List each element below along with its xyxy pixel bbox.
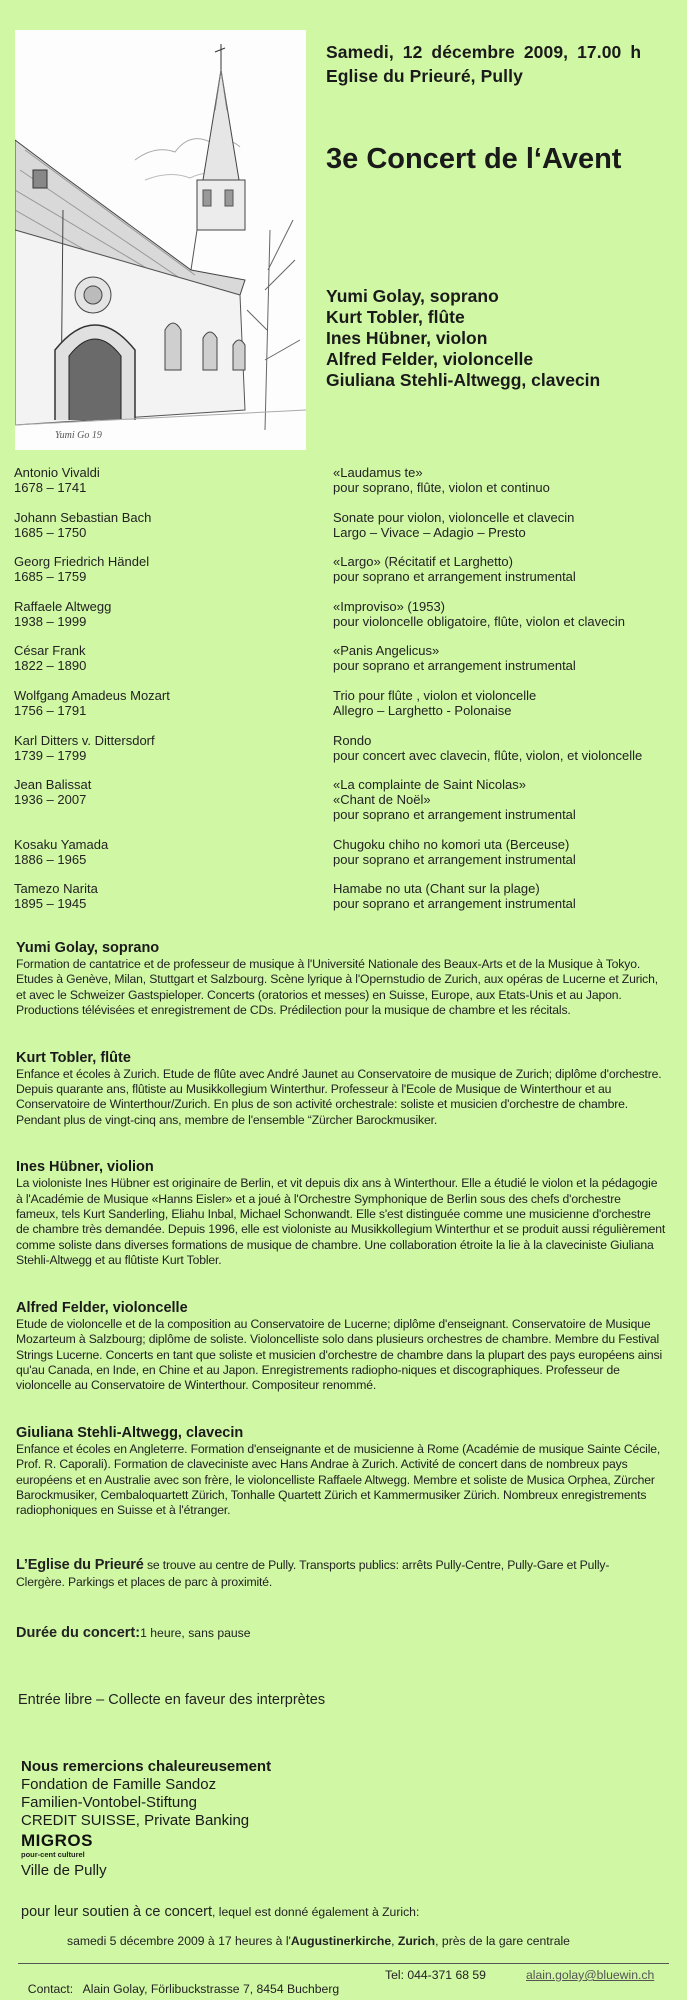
sponsor-item: CREDIT SUISSE, Private Banking [21,1812,250,1829]
composer-name: Karl Ditters v. Dittersdorf [14,732,155,748]
work [333,510,674,540]
composer-name: Johann Sebastian Bach [14,509,152,525]
work [333,599,674,629]
performer-item: Alfred Felder, violoncelle [326,349,534,369]
composer-name: Georg Friedrich Händel [14,554,150,570]
sponsors [21,1758,271,1880]
bio-name: Ines Hübner, violion [16,1159,154,1176]
composer-dates: 1936 – 2007 [14,792,87,808]
work-line: «Improviso» (1953) [333,598,445,614]
event-info [326,40,641,88]
composer-name: Antonio Vivaldi [14,465,100,480]
composer [14,881,333,911]
work-line: «Chant de Noël» [333,792,431,808]
support-rest: , lequel est donné également à Zurich: [212,1905,420,1919]
zurich-concert-info [67,1934,570,1948]
sponsor-item: Ville de Pully [21,1862,107,1879]
program-item [14,881,674,911]
bio-section [16,1300,666,1394]
support-lead: pour leur soutien à ce concert [21,1904,213,1920]
bio-section [16,1159,666,1268]
program-item [14,510,674,540]
work [333,733,674,763]
composer-dates: 1685 – 1750 [14,524,87,540]
artist-signature: Yumi Go 19 [55,430,102,441]
sponsor-item: Fondation de Famille Sandoz [21,1776,217,1793]
composer-name: Kosaku Yamada [14,836,109,852]
composer-dates: 1938 – 1999 [14,613,87,629]
migros-logo: MIGROS [21,1831,93,1850]
composer-dates: 1822 – 1890 [14,658,87,674]
duration-value: 1 heure, sans pause [140,1626,251,1640]
work-line: Chugoku chiho no komori uta (Berceuse) [333,836,570,852]
work-line: «Largo» (Récitatif et Larghetto) [333,554,513,570]
composer-name: Jean Balissat [14,777,92,793]
work-line: pour soprano et arrangement instrumental [333,851,576,867]
footer-contact [21,1968,655,2000]
work-line: pour soprano, flûte, violon et continuo [333,480,550,495]
footer-divider [18,1963,669,1964]
work [333,777,674,822]
program-item [14,465,674,495]
work-line: Largo – Vivace – Adagio – Presto [333,524,526,540]
composer-name: César Frank [14,643,86,659]
work [333,881,674,911]
performer-list [326,286,600,391]
entry-info: Entrée libre – Collecte en faveur des interprètes [18,1692,326,1708]
composer-dates: 1756 – 1791 [14,702,87,718]
composer-dates: 1678 – 1741 [14,480,87,495]
bio-text: Etude de violoncelle et de la composition au Conservatoire de Lucerne; diplôme d'enseignant. Conservatoire de Musique Mozarteum à Salzbourg; diplôme de soliste. Violoncelliste solo dans plusieurs orchestres de chambre. Membre du Festival Strings Lucerne. Concerts en tant que soliste et musicien d'orchestre de chambre dans la plupart des pays européens ainsi qu'au Canada, en Inde, en Chine et au Japon. Enregistrements radiopho-niques et discographiques. Professeur de violoncelle au Conservatoire de Winterthour. Compositeur renommé. [16,1316,663,1393]
composer [14,777,333,822]
performer-item: Yumi Golay, soprano [326,286,499,306]
composer-dates: 1895 – 1945 [14,896,87,912]
work-line: «La complainte de Saint Nicolas» [333,777,526,793]
composer [14,554,333,584]
bio-name: Kurt Tobler, flûte [16,1049,131,1066]
work-line: pour soprano et arrangement instrumental [333,807,576,823]
migros-logo-subtitle: pour-cent culturel [21,1850,85,1859]
contact-phone: Tel: 044-371 68 59 [385,1968,486,1982]
work [333,688,674,718]
work-line: Hamabe no uta (Chant sur la plage) [333,881,540,897]
work-line: pour soprano et arrangement instrumental [333,658,576,674]
work-line: pour soprano et arrangement instrumental [333,896,576,912]
church-illustration [15,30,306,450]
work [333,837,674,867]
work-line: «Panis Angelicus» [333,643,440,659]
composer [14,599,333,629]
event-venue: Eglise du Prieuré, Pully [326,66,523,86]
performer-item: Ines Hübner, violon [326,328,488,348]
thanks-heading: Nous remercions chaleureusement [21,1758,272,1775]
zurich-location: , près de la gare centrale [435,1934,570,1948]
work-line: pour soprano et arrangement instrumental [333,569,576,585]
church-drawing [15,30,306,450]
work-line: pour concert avec clavecin, flûte, violon, et violoncelle [333,747,643,763]
contact-email-link[interactable]: alain.golay@bluewin.ch [526,1968,655,1982]
support-line [21,1904,419,1920]
contact-address: Contact: Alain Golay, Förlibuckstrasse 7, 8454 Buchberg [27,1982,340,1996]
venue-label: L’Eglise du Prieuré [16,1557,144,1573]
sponsor-item: Familien-Vontobel-Stiftung [21,1794,197,1811]
concert-duration [16,1625,251,1641]
program-item [14,643,674,673]
work [333,465,674,495]
performer-item: Kurt Tobler, flûte [326,307,465,327]
composer [14,837,333,867]
bio-text: Enfance et écoles à Zurich. Etude de flûte avec André Jaunet au Conservatoire de musique de Zurich; diplôme d'orchestre. Depuis quarante ans, flûtiste au Musikkollegium Winterthur. Professeur à l'Ecole de Musique de Winterthour et au Conservatoire de Winterthour/Zurich. En plus de son activité orchestrale: soliste et musicien d'orchestre de chambre. Pendant plus de vingt-cinq ans, membre de l'ensemble “Zürcher Barockmusiker. [16,1066,662,1127]
composer [14,510,333,540]
composer [14,688,333,718]
zurich-church: Augustinerkirche [290,1934,392,1948]
composer-dates: 1685 – 1759 [14,569,87,585]
composer [14,643,333,673]
zurich-date: samedi 5 décembre 2009 à 17 heures à l' [67,1934,291,1948]
bio-name: Yumi Golay, soprano [16,940,160,956]
work-line: pour violoncelle obligatoire, flûte, violon et clavecin [333,613,625,629]
program-item [14,837,674,867]
bio-section [16,1050,666,1129]
composer-dates: 1886 – 1965 [14,851,87,867]
composer-dates: 1739 – 1799 [14,747,87,763]
venue-info [16,1557,656,1591]
program-list [14,465,674,926]
zurich-city: Zurich [397,1934,436,1948]
duration-label: Durée du concert: [16,1625,141,1641]
separator: , [391,1934,398,1948]
program-item [14,599,674,629]
composer [14,733,333,763]
bio-text: La violoniste Ines Hübner est originaire de Berlin, et vit depuis dix ans à Winterthour. Elle a étudié le violon et la pédagogie à l'Académie de Musique «Hanns Eisler» et a joué à l'Orchestre Symphonique de Berlin sous des chefs d'orchestre fameux, tels Kurt Sanderling, Eliahu Inbal, Michael Schonwandt. Elle s'est distinguée comme une musicienne d'orchestre de chambre très demandée. Depuis 1996, elle est violoniste au Musikkollegium Winterthur et se produit aussi régulièrement comme soliste dans diverses formations de musique de chambre. Une collaboration étroite la lie à la claveciniste Giuliana Stehli-Altwegg et au flûtiste Kurt Tobler. [16,1176,666,1268]
composer-name: Tamezo Narita [14,881,98,897]
bio-name: Alfred Felder, violoncelle [16,1299,188,1316]
event-date: Samedi, 12 décembre 2009, 17.00 h [326,42,642,62]
venue-text: se trouve au centre de Pully. Transports publics: arrêts Pully-Centre, Pully-Gare et Pully-Clergère. Parkings et places de parc à proximité. [16,1558,610,1589]
work-line: «Laudamus te» [333,465,423,480]
bio-text: Enfance et écoles en Angleterre. Formation d'enseignante et de musicienne à Rome (Académie de musique Sainte Cécile, Prof. R. Caporali). Formation de claveciniste avec Hans Andrae à Zurich. Activité de concert dans de nombreux pays européens et en Australie avec son frère, le violoncelliste Raffaele Altwegg. Membre et soliste de Musica Orphea, Zürcher Barockmusiker, Cembaloquartett Zürich, Tonhalle Quartett Zürich et Kammermusiker Zürich. Nombreux enregistrements radiophoniques en Suisse et à l'étranger. [16,1441,661,1518]
composer-name: Wolfgang Amadeus Mozart [14,687,170,703]
composer [14,465,333,495]
performer-item: Giuliana Stehli-Altwegg, clavecin [326,370,601,390]
program-item [14,688,674,718]
work-line: Rondo [333,732,372,748]
program-item [14,777,674,822]
bio-section [16,940,666,1019]
work [333,554,674,584]
bio-section [16,1425,666,1519]
bio-name: Giuliana Stehli-Altwegg, clavecin [16,1424,244,1441]
work [333,643,674,673]
program-item [14,554,674,584]
work-line: Trio pour flûte , violon et violoncelle [333,687,537,703]
concert-title: 3e Concert de l‘Avent [326,143,622,175]
work-line: Sonate pour violon, violoncelle et clavecin [333,509,575,525]
bio-text: Formation de cantatrice et de professeur de musique à l'Université Nationale des Beaux-Arts et de la Musique à Tokyo. Etudes à Genève, Milan, Stuttgart et Salzbourg. Scène lyrique à l'Opernstudio de Zurich, aux opéras de Lucerne et Zurich, et avec le Schweizer Gastspieloper. Concerts (oratorios et messes) en Suisse, Europe, aux Etats-Unis et au Japon. Productions télévisées et enregistrement de CDs. Prédilection pour la musique de chambre et les récitals. [16,957,658,1018]
work-line: Allegro – Larghetto - Polonaise [333,702,512,718]
program-item [14,733,674,763]
composer-name: Raffaele Altwegg [14,598,112,614]
biographies [16,940,666,1550]
